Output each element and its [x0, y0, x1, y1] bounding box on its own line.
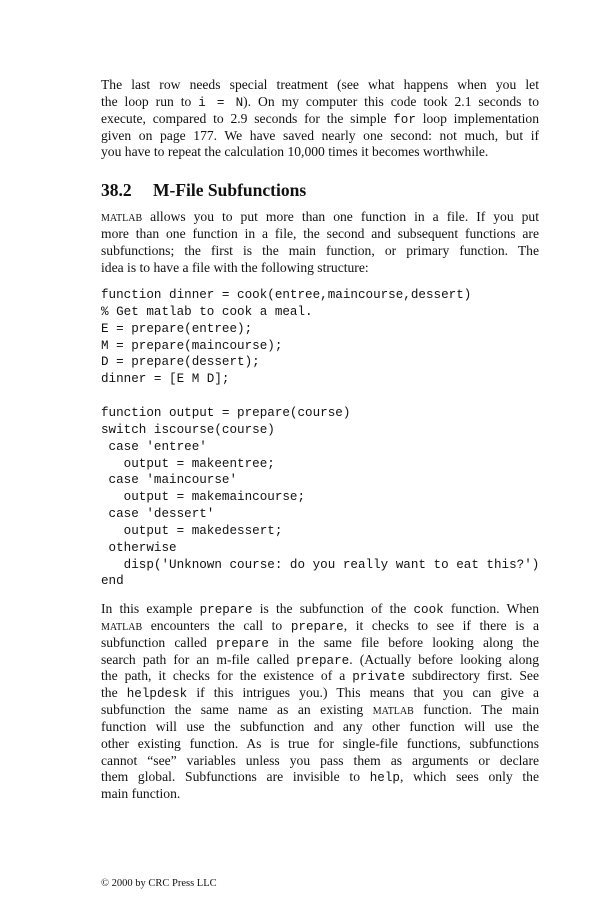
text-line	[101, 618, 539, 635]
text-run: allows you to put more than one function in a file. If you put	[142, 209, 539, 224]
text-run: loop implementation	[415, 110, 539, 126]
text-run: the loop run to	[101, 93, 199, 109]
text-line	[101, 736, 539, 753]
text-line	[101, 94, 539, 111]
text-run: In this example	[101, 601, 200, 616]
inline-code: helpdesk	[126, 687, 188, 702]
text-run: function will use the subfunction and any other function will use the	[101, 718, 539, 734]
text-run: , it checks to see if there is a	[343, 617, 539, 633]
copyright-footer: © 2000 by CRC Press LLC	[101, 878, 217, 889]
text-run: them global. Subfunctions are invisible to	[101, 769, 370, 785]
paragraph-2	[101, 209, 539, 276]
text-run: The last row needs special treatment (see what happens when you let	[101, 77, 539, 92]
text-line	[101, 786, 539, 803]
small-caps-text: matlab	[372, 702, 414, 718]
code-line: case 'dessert'	[101, 507, 215, 522]
inline-code: cook	[413, 603, 444, 617]
inline-code: prepare	[290, 619, 344, 634]
text-run: the	[101, 685, 127, 701]
text-run: if this intrigues you.) This means that you can give a	[187, 685, 539, 701]
code-line: function output = prepare(course)	[101, 406, 351, 420]
text-line	[101, 128, 539, 145]
code-line: output = makedessert;	[101, 523, 283, 538]
code-line: disp('Unknown course: do you really want to eat this?')	[101, 557, 540, 572]
code-line: output = makeentree;	[101, 456, 275, 471]
code-line: end	[101, 574, 124, 589]
inline-code: private	[352, 670, 406, 685]
text-line	[101, 260, 539, 277]
text-run: subfunction the same name as an existing	[101, 702, 373, 718]
text-line	[101, 719, 539, 736]
text-run: other existing function. As is true for single-file functions, subfunctions	[101, 735, 539, 751]
paragraph-1	[101, 77, 539, 161]
text-line	[101, 652, 539, 669]
text-run: ). On my computer this code took 2.1 seconds to	[243, 93, 539, 109]
text-line	[101, 668, 539, 685]
text-run: subfunction called	[101, 634, 217, 650]
code-line: function dinner = cook(entree,maincourse,dessert)	[101, 288, 472, 302]
small-caps-text: matlab	[101, 209, 143, 224]
text-run: execute, compared to 2.9 seconds for the simple	[101, 110, 394, 126]
code-line: dinner = [E M D];	[101, 372, 230, 387]
code-line: M = prepare(maincourse);	[101, 338, 283, 353]
text-line	[101, 77, 539, 94]
text-run: is the subfunction of the	[252, 601, 414, 616]
code-line: D = prepare(dessert);	[101, 355, 260, 370]
inline-code: prepare	[216, 636, 269, 651]
code-line: % Get matlab to cook a meal.	[101, 304, 313, 319]
text-run: more than one function in a file, the second and subsequent functions are	[101, 225, 539, 241]
code-block-subfunction	[101, 405, 539, 590]
text-line	[101, 111, 539, 128]
text-run: encounters the call to	[142, 617, 291, 633]
text-run: main function.	[101, 786, 181, 802]
text-run: function. When	[443, 601, 539, 616]
text-line	[101, 769, 539, 786]
text-line	[101, 243, 539, 260]
text-run: idea is to have a file with the following structure:	[101, 259, 369, 275]
inline-code: prepare	[296, 653, 350, 668]
section-heading	[101, 180, 306, 201]
text-run: subdirectory first. See	[405, 668, 539, 684]
text-line	[101, 144, 539, 161]
code-line: switch iscourse(course)	[101, 422, 275, 437]
text-run: , which sees only the	[399, 769, 539, 785]
text-run: . (Actually before looking along	[349, 651, 539, 667]
text-line	[101, 685, 539, 702]
text-line	[101, 753, 539, 770]
inline-code: i = N	[198, 95, 244, 110]
code-line: case 'maincourse'	[101, 473, 238, 488]
text-run: search path for an m-file called	[101, 651, 297, 667]
inline-code: prepare	[199, 603, 253, 617]
code-line: otherwise	[101, 540, 177, 555]
small-caps-text: matlab	[101, 617, 143, 633]
inline-code: help	[369, 771, 400, 786]
paragraph-3	[101, 601, 539, 803]
text-line	[101, 635, 539, 652]
text-run: cannot “see” variables unless you pass them as arguments or declare	[101, 752, 539, 768]
code-block-main-function	[101, 287, 539, 388]
section-number: 38.2	[101, 180, 132, 200]
text-run: function. The main	[413, 702, 540, 718]
text-line	[101, 209, 539, 226]
code-line: output = makemaincourse;	[101, 490, 306, 505]
inline-code: for	[393, 112, 416, 127]
text-run: given on page 177. We have saved nearly one second: not much, but if	[101, 127, 539, 143]
code-line: case 'entree'	[101, 439, 207, 454]
text-line	[101, 226, 539, 243]
text-run: in the same file before looking along the	[268, 634, 539, 650]
code-line: E = prepare(entree);	[101, 321, 253, 336]
text-line	[101, 601, 539, 618]
text-run: you have to repeat the calculation 10,000 times it becomes worthwhile.	[101, 144, 489, 160]
text-run: subfunctions; the first is the main function, or primary function. The	[101, 242, 539, 258]
text-run: the path, it checks for the existence of a	[101, 668, 353, 684]
text-line	[101, 702, 539, 719]
section-title: M-File Subfunctions	[153, 180, 307, 200]
